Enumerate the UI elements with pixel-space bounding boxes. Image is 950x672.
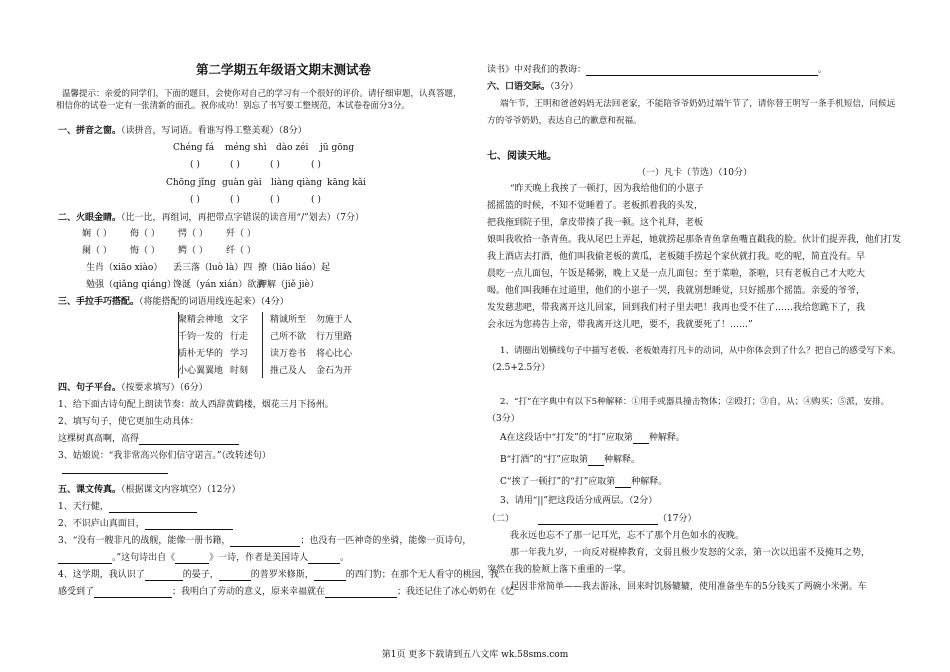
passage-1-line: 我上酒店去打酒，他们叫我偷老板的黄瓜，老板随手捞起个家伙就打我。吃的呢，简直没有。早 — [487, 252, 866, 262]
answer-blank[interactable] — [633, 434, 649, 444]
section-6-heading — [487, 82, 578, 93]
answer-blank[interactable] — [538, 515, 658, 525]
question-5-4-cont: 感受到了 ；我明白了劳动的意义，原来幸福就在 ；我还记住了冰心奶奶在《忆 — [58, 587, 515, 597]
char-pair[interactable]: 纤（ ） — [226, 246, 256, 256]
passage-1-line: 摇摇篮的时候，不知不觉睡着了。老板抓着我的头发， — [487, 201, 704, 211]
question-7-2c: C“挨了一顿打”的“打”应取第 种解释。 — [500, 477, 668, 487]
match-item[interactable]: 金石为开 — [316, 366, 353, 376]
continued-question: 读书》中对我们的教诲： 。 — [487, 65, 828, 75]
prompt: 这棵树真高啊，高得 — [58, 434, 140, 444]
match-item[interactable]: 行走 — [230, 332, 249, 342]
answer-box[interactable]: ( ) — [230, 195, 240, 205]
question-7-2b: B“打酒”的“打”应取第 种解释。 — [500, 455, 641, 465]
answer-blank[interactable] — [308, 554, 340, 564]
passage-2-line: 起因非常简单——我去游泳，回来时饥肠辘辘，使用准备坐车的5分钱买了两碗小米粥。车 — [510, 582, 867, 592]
question-7-3: 3、请用“||”把这段话分成两层。（2分） — [500, 496, 658, 506]
passage-2-line: 我永远也忘不了那一记耳光，忘不了那个月色如水的夜晚。 — [510, 531, 745, 541]
reading-item[interactable]: 生肖（xiāo xiào） — [86, 263, 163, 273]
section-1-desc: （读拼音，写词语。看谁写得工整美观）（8分） — [121, 126, 307, 136]
match-item[interactable]: 文字 — [230, 315, 249, 325]
question-7-2: 2、“打”在字典中有以下5种解释：①用手或器具撞击物体；②殴打；③自，从；④购买；⑤派，安排。 — [500, 397, 890, 407]
intro-line-2: 相信你的试卷一定有一张清新的面孔。祝你成功！别忘了书写要工整规范，本试卷卷面分3分。 — [56, 101, 410, 111]
answer-box[interactable]: ( ) — [311, 195, 321, 205]
match-item[interactable]: 时刻 — [230, 366, 249, 376]
passage-2-heading: （二） （17分） — [487, 514, 697, 524]
match-item[interactable]: 小心翼翼地 — [178, 366, 224, 376]
section-6-title: 六、口语交际。 — [487, 82, 551, 92]
answer-box[interactable]: ( ) — [270, 160, 280, 170]
match-item[interactable]: 读万卷书 — [270, 349, 307, 359]
char-pair[interactable]: 阑（ ） — [82, 246, 112, 256]
question-7-2a: A在这段话中“打发”的“打”应取第 种解释。 — [500, 433, 685, 443]
passage-1-title: （一）凡卡（节选）（10分） — [637, 168, 752, 178]
answer-blank[interactable] — [230, 537, 300, 547]
section-6-text: 端午节，王明和爸爸妈妈无法回老家，不能陪爷爷奶奶过端午节了，请你替王明写一条手机短信，问候远 — [500, 99, 896, 109]
section-7-title: 七、阅读天地。 — [487, 151, 557, 162]
question-5-1: 1、天行健， — [58, 502, 197, 513]
match-divider — [262, 312, 263, 378]
reading-item[interactable]: 勉强（qiǎng qiáng） — [86, 280, 176, 290]
match-item[interactable]: 学习 — [230, 349, 249, 359]
passage-1-line: 把我拖到院子里，拿皮带揍了我一顿。这个礼拜，老板 — [487, 218, 704, 228]
section-5-desc: （根据课文内容填空）（12分） — [121, 485, 241, 495]
char-pair[interactable]: 歼（ ） — [226, 229, 256, 239]
question-7-1: 1、请圈出划横线句子中描写老板、老板娘毒打凡卡的动词，从中你体会到了什么？把自己的感受写下来。 — [500, 346, 901, 356]
answer-blank[interactable] — [325, 588, 397, 598]
passage-1-line: 娘叫我收拾一条青鱼。我从尾巴上弄起，她就捞起那条青鱼拿鱼嘴直戳我的脸。伙计们捉弄我，他们打发 — [487, 235, 902, 245]
passage-2-line: 突然在我的脸颊上落下重重的一掌。 — [487, 565, 632, 575]
match-item[interactable]: 己所不欲 — [270, 332, 307, 342]
match-item[interactable]: 精诚所至 — [270, 315, 307, 325]
match-item[interactable]: 千钧一发的 — [178, 332, 224, 342]
title: 第二学期五年级语文期末测试卷 — [196, 62, 372, 77]
section-2-heading — [58, 213, 364, 224]
answer-blank[interactable] — [58, 554, 112, 564]
passage-2-line: 那一年我九岁，一向反对棍棒教育，文弱且极少发怒的父亲，第一次以迅雷不及掩耳之势， — [510, 548, 871, 558]
match-item[interactable]: 质朴无华的 — [178, 349, 224, 359]
answer-box[interactable]: ( ) — [230, 160, 240, 170]
match-item[interactable]: 推己及人 — [270, 366, 307, 376]
answer-box[interactable]: ( ) — [311, 160, 321, 170]
match-item[interactable]: 聚精会神地 — [178, 315, 224, 325]
section-3-heading — [58, 297, 289, 308]
pinyin: Chōng jǐng — [166, 178, 216, 188]
section-5-heading — [58, 485, 240, 496]
question-7-2-points: （3分） — [487, 414, 520, 424]
pinyin: dào zéi — [276, 143, 309, 153]
reading-item[interactable]: 丢三落（luò là）四 — [173, 263, 253, 273]
char-pair[interactable]: 娴（ ） — [82, 229, 112, 239]
answer-blank[interactable] — [615, 478, 631, 488]
passage-1-line: 发发慈悲吧，带我离开这儿回家，回到我们村子里去吧！我再也受不住了……我给您跪下了，我 — [487, 303, 866, 313]
char-pair[interactable]: 愕（ ） — [178, 229, 208, 239]
reading-item[interactable]: 撩（liāo liáo）起 — [258, 263, 330, 273]
pinyin: Chéng fá — [173, 143, 215, 153]
answer-box[interactable]: ( ) — [190, 160, 200, 170]
answer-blank[interactable] — [219, 571, 251, 581]
passage-1-line: 会永远为您祷告上帝，带我离开这儿吧，要不，我就要死了！……” — [487, 320, 753, 330]
answer-blank[interactable] — [586, 66, 818, 76]
section-1-title: 一、拼音之窗。 — [58, 126, 122, 136]
section-5-title: 五、课文传真。 — [58, 485, 122, 495]
section-3-title: 三、手拉手巧搭配。 — [58, 297, 140, 307]
answer-blank[interactable] — [175, 554, 209, 564]
pinyin: liàng qiàng — [271, 178, 323, 188]
question-4-1: 1、给下面古诗句配上朗读节奏：故人西辞黄鹤楼，烟花三月下扬州。 — [58, 400, 334, 410]
reading-item[interactable]: 押解（jiě jiè） — [258, 280, 319, 290]
char-pair[interactable]: 悔（ ） — [130, 246, 160, 256]
pinyin: méng shì — [225, 143, 267, 153]
question-5-3-cont: 。”这句诗出自《 》一诗，作者是美国诗人 。 — [58, 553, 349, 564]
char-pair[interactable]: 鳄（ ） — [178, 246, 208, 256]
section-6-text: 方的爷爷奶奶，表达自己的歉意和祝福。 — [487, 116, 642, 126]
char-pair[interactable]: 侮（ ） — [130, 229, 160, 239]
match-item[interactable]: 行万里路 — [316, 332, 353, 342]
section-2-desc: （比一比，再组词，再把带点字错误的读音用“/”划去）（7分） — [121, 213, 364, 223]
section-6-points: （3分） — [550, 82, 579, 92]
match-item[interactable]: 勿施于人 — [316, 315, 353, 325]
passage-1-line: 喝。他们叫我睡在过道里，他们的小崽子一哭，我就别想睡觉，只好摇那个摇篮。亲爱的爷爷， — [487, 286, 866, 296]
question-5-3: 3、“没有一艘非凡的战舰，能像一册书籍， ；也没有一匹神奇的坐骑，能像一页诗句， — [58, 536, 472, 546]
answer-blank[interactable] — [94, 588, 172, 598]
question-5-2: 2、不识庐山真面目， — [58, 519, 233, 530]
passage-1-line: 晨吃一点儿面包，午饭是稀粥，晚上又是一点儿面包；至于菜啦，茶啦，只有老板自己才大吃大 — [487, 269, 866, 279]
answer-blank[interactable] — [145, 520, 233, 530]
answer-line[interactable] — [62, 464, 168, 474]
pinyin: kāng kǎi — [327, 178, 366, 188]
answer-box[interactable]: ( ) — [270, 195, 280, 205]
section-4-title: 四、句子平台。 — [58, 383, 122, 393]
match-item[interactable]: 将心比心 — [316, 349, 353, 359]
pinyin: jū gōng — [320, 143, 355, 153]
question-7-1-points: （2.5+2.5分） — [487, 363, 551, 373]
section-2-title: 二、火眼金睛。 — [58, 213, 122, 223]
pinyin: guàn gài — [222, 178, 262, 188]
section-4-desc: （按要求填写）（6分） — [121, 383, 208, 393]
answer-blank[interactable] — [109, 503, 197, 513]
passage-1-line: “昨天晚上我挨了一顿打，因为我给他们的小崽子 — [510, 184, 704, 194]
reading-item[interactable]: 馋涎（yán xián）欲滴 — [173, 280, 266, 290]
section-1-heading — [58, 126, 307, 137]
answer-blank[interactable] — [145, 571, 183, 581]
answer-box[interactable]: ( ) — [190, 195, 200, 205]
section-3-desc: （将能搭配的词语用线连起来）（4分） — [139, 297, 289, 307]
question-4-2: 2、填写句子，使它更加生动具体： — [58, 417, 199, 427]
section-4-heading — [58, 383, 208, 394]
intro-line-1: 温馨提示：亲爱的同学们，下面的题目，会使你对自己的学习有一个很好的评价。请仔细审题，认真答题， — [62, 89, 462, 99]
answer-blank[interactable] — [314, 571, 346, 581]
answer-blank[interactable] — [139, 435, 239, 445]
page-footer: 第1页 更多下载请到五八文库 wk.58sms.com — [381, 650, 569, 660]
answer-blank[interactable] — [588, 456, 604, 466]
question-4-2-blank[interactable] — [58, 434, 239, 445]
question-5-4: 4、这学期，我认识了 的晏子， 的普罗米修斯， 的西门豹；在那个无人看守的桃园，我 — [58, 570, 499, 580]
question-4-3: 3、姑娘说：“我非常高兴你们信守诺言。”（改转述句） — [58, 451, 271, 461]
